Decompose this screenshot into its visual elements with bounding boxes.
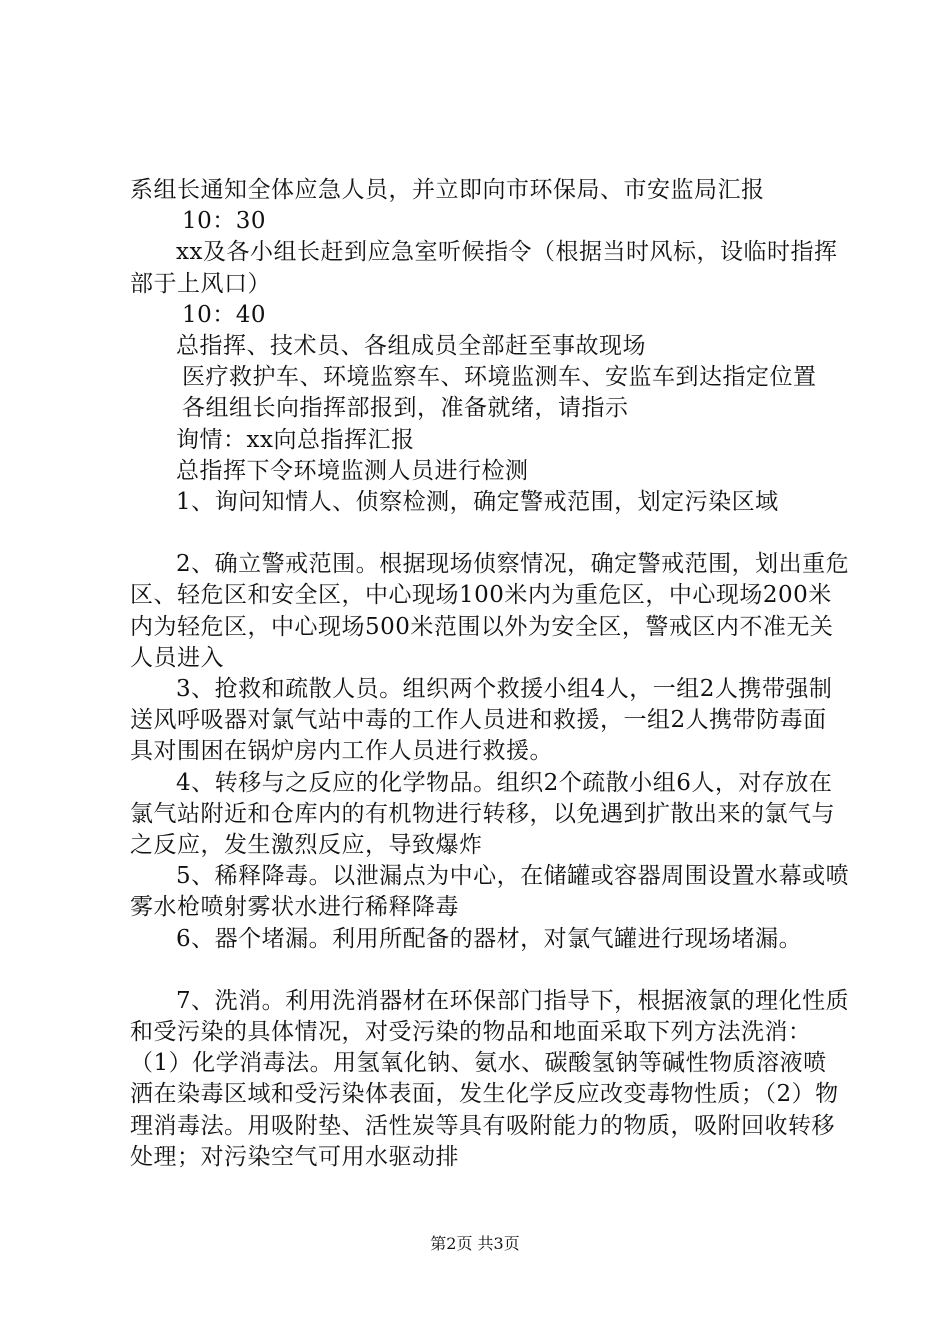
paragraph-gap [130, 518, 850, 549]
paragraph-14: 5、稀释降毒。以泄漏点为中心，在储罐或容器周围设置水幕或喷雾水枪喷射雾状水进行稀释降毒 [130, 863, 850, 921]
paragraph-4-time: 10：40 [182, 301, 267, 328]
paragraph-8: 询情：xx向总指挥汇报 [176, 426, 415, 453]
paragraph-6: 医疗救护车、环境监察车、环境监测车、安监车到达指定位置 [182, 364, 817, 391]
paragraph-1: 系组长通知全体应急人员，并立即向市环保局、市安监局汇报 [130, 177, 765, 203]
paragraph-gap [130, 955, 850, 986]
document-body [130, 175, 850, 1173]
paragraph-2-time: 10：30 [182, 208, 267, 235]
paragraph-16: 7、洗消。利用洗消器材在环保部门指导下，根据液氯的理化性质和受污染的具体情况，对受污染的物品和地面采取下列方法洗消：（1）化学消毒法。用氢氧化钠、氨水、碳酸氢钠等碱性物质溶液喷洒在染毒区域和受污染体表面，发生化学反应改变毒物性质；（2）物理消毒法。用吸附垫、活性炭等具有吸附能力的物质，吸附回收转移处理；对污染空气可用水驱动排 [130, 987, 850, 1170]
paragraph-5: 总指挥、技术员、各组成员全部赶至事故现场 [176, 333, 646, 360]
paragraph-12: 3、抢救和疏散人员。组织两个救援小组4人，一组2人携带强制送风呼吸器对氯气站中毒的工作人员进和救援，一组2人携带防毒面具对围困在锅炉房内工作人员进行救援。 [130, 676, 833, 765]
paragraph-11: 2、确立警戒范围。根据现场侦察情况，确定警戒范围，划出重危区、轻危区和安全区，中心现场100米内为重危区，中心现场200米内为轻危区，中心现场500米范围以外为安全区，警戒区内不准无关人员进入 [130, 551, 850, 671]
paragraph-13: 4、转移与之反应的化学物品。组织2个疏散小组6人，对存放在氯气站附近和仓库内的有机物进行转移，以免遇到扩散出来的氯气与之反应，发生激烈反应，导致爆炸 [130, 769, 835, 859]
page-footer: 第2页 共3页 [430, 1234, 520, 1253]
paragraph-15: 6、器个堵漏。利用所配备的器材，对氯气罐进行现场堵漏。 [176, 925, 803, 952]
paragraph-9: 总指挥下令环境监测人员进行检测 [176, 457, 529, 484]
paragraph-7: 各组组长向指挥部报到，准备就绪，请指示 [182, 395, 629, 422]
paragraph-10: 1、询问知情人、侦察检测，确定警戒范围，划定污染区域 [176, 489, 779, 516]
paragraph-3: xx及各小组长赶到应急室听候指令（根据当时风标，设临时指挥部于上风口） [130, 239, 838, 297]
